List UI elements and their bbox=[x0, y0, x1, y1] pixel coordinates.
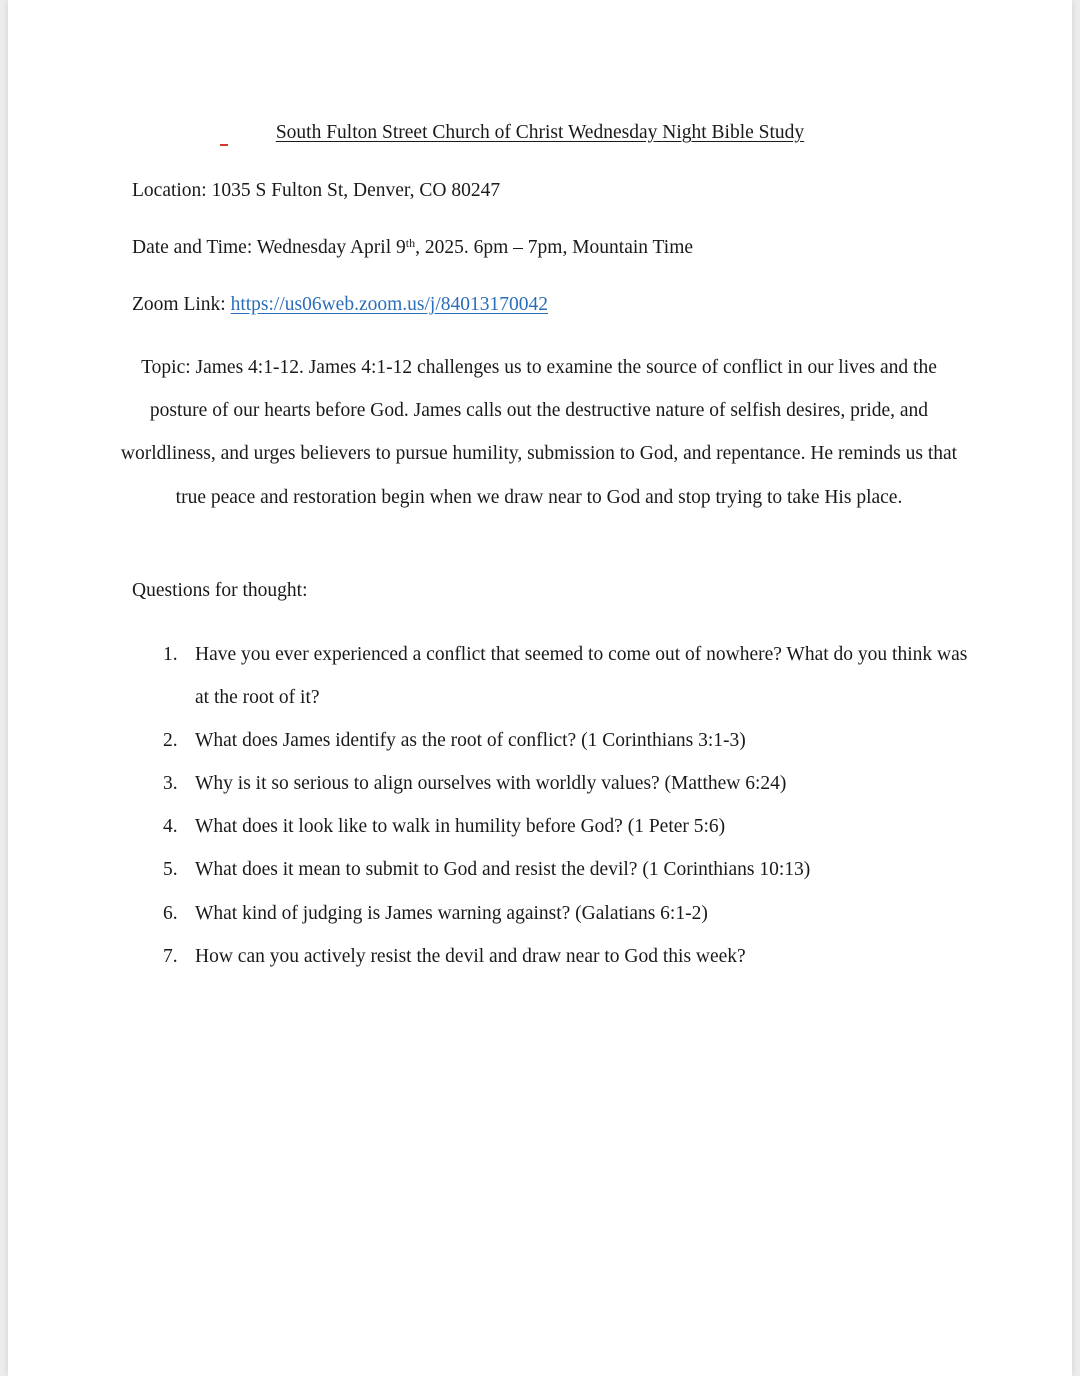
spellcheck-mark bbox=[220, 144, 228, 146]
list-item bbox=[158, 935, 978, 978]
document-page bbox=[8, 0, 1072, 1376]
list-item bbox=[158, 719, 978, 762]
question-text: What kind of judging is James warning against? (Galatians 6:1-2) bbox=[195, 902, 708, 924]
zoom-label: Zoom Link: bbox=[132, 294, 226, 315]
datetime-label: Date and Time: bbox=[132, 237, 253, 258]
datetime-value-end: , 2025. 6pm – 7pm, Mountain Time bbox=[415, 237, 694, 258]
question-text: Why is it so serious to align ourselves with worldly values? (Matthew 6:24) bbox=[195, 773, 787, 795]
question-number: 4. bbox=[163, 816, 178, 838]
list-item bbox=[158, 762, 978, 805]
question-number: 3. bbox=[163, 773, 178, 795]
question-number: 5. bbox=[163, 859, 178, 881]
question-text: How can you actively resist the devil and draw near to God this week? bbox=[195, 945, 746, 967]
zoom-link[interactable]: https://us06web.zoom.us/j/84013170042 bbox=[230, 294, 548, 315]
location-line bbox=[132, 180, 500, 202]
question-number: 7. bbox=[163, 945, 178, 967]
questions-heading: Questions for thought: bbox=[132, 580, 308, 601]
topic-paragraph: Topic: James 4:1-12. James 4:1-12 challenges us to examine the source of conflict in our lives and the posture of our hearts before God. James calls out the destructive nature of selfish desires, pride, and worldliness, and urges believers to pursue humility, submission to God, and repentance. He reminds us that true peace and restoration begin when we draw near to God and stop trying to take His place. bbox=[120, 357, 958, 508]
location-value: 1035 S Fulton St, Denver, CO 80247 bbox=[211, 180, 501, 201]
list-item bbox=[158, 633, 978, 719]
question-text: Have you ever experienced a conflict that seemed to come out of nowhere? What do you think was at the root of it? bbox=[195, 644, 968, 709]
question-number: 1. bbox=[163, 644, 178, 665]
question-text: What does it look like to walk in humility before God? (1 Peter 5:6) bbox=[195, 816, 726, 838]
datetime-value-start: Wednesday April 9 bbox=[256, 237, 406, 258]
zoom-line bbox=[132, 294, 548, 316]
question-text: What does James identify as the root of conflict? (1 Corinthians 3:1-3) bbox=[195, 730, 746, 752]
document-title bbox=[8, 122, 1072, 144]
title-text: South Fulton Street Church of Christ Wednesday Night Bible Study bbox=[275, 122, 805, 143]
question-text: What does it mean to submit to God and resist the devil? (1 Corinthians 10:13) bbox=[195, 859, 811, 881]
list-item bbox=[158, 848, 978, 891]
question-number: 6. bbox=[163, 902, 178, 924]
list-item bbox=[158, 892, 978, 935]
question-number: 2. bbox=[163, 730, 178, 752]
questions-list bbox=[158, 633, 978, 978]
list-item bbox=[158, 805, 978, 848]
ordinal-suffix: th bbox=[405, 236, 416, 250]
datetime-line bbox=[132, 237, 693, 259]
location-label: Location: bbox=[132, 180, 207, 201]
